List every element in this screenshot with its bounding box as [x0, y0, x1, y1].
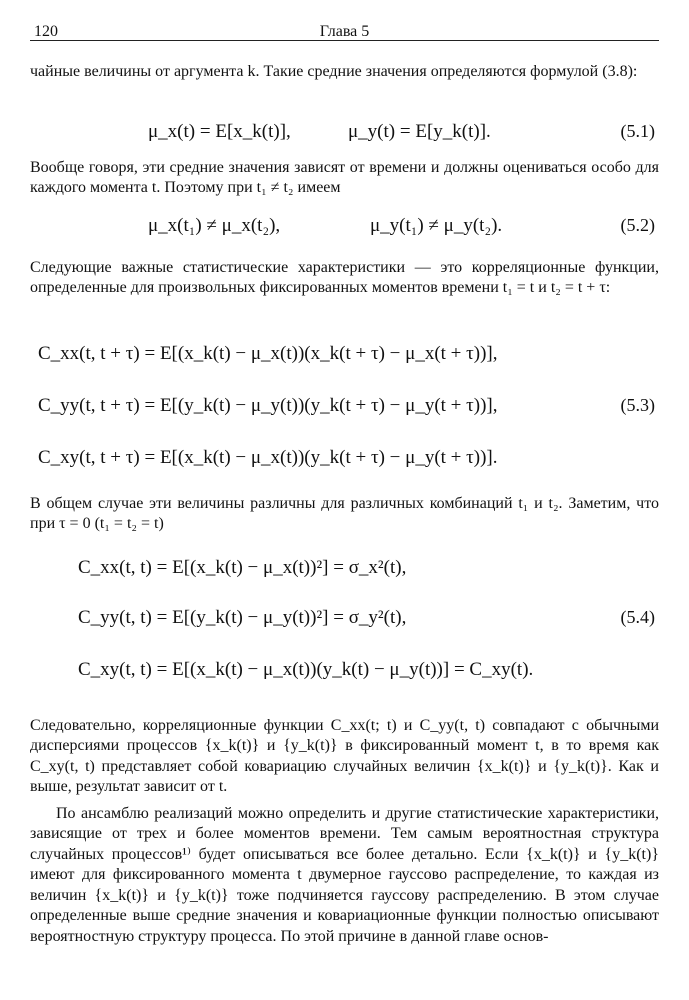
paragraph-3 — [30, 258, 659, 299]
eq-5-1-number: (5.1) — [620, 121, 655, 141]
eq-5-3-number: (5.3) — [620, 395, 655, 415]
para5-text: Следовательно, корреляционные функции C_xx(t; t) и C_yy(t, t) совпадают с обычными дисперсиями процессов {x_k(t)} и {y_k(t)} в фиксированный момент t, в то время как C_xy(t, t) представляет собой ковариацию случайных величин {x_k(t)} и {y_k(t)}. Как и выше, результат зависит от t. — [30, 717, 659, 796]
eq-5-4-line3: C_xy(t, t) = E[(x_k(t) − μ_x(t))(y_k(t) − μ_y(t))] = C_xy(t). — [78, 659, 534, 680]
paragraph-1 — [30, 62, 659, 82]
page-number: 120 — [34, 23, 58, 40]
paragraph-4 — [30, 494, 659, 535]
eq-5-3-line2: C_yy(t, t + τ) = E[(y_k(t) − μ_y(t))(y_k(t + τ) − μ_y(t + τ))], — [38, 395, 498, 416]
eq-5-1-right: μ_y(t) = E[y_k(t)]. — [348, 121, 491, 142]
para2-text: Вообще говоря, эти средние значения зависят от времени и должны оцениваться особо для каждого момента t. Поэтому при t₁ ≠ t₂ имеем — [30, 159, 659, 197]
equation-5-3 — [30, 336, 659, 486]
chapter-title: Глава 5 — [319, 23, 370, 40]
para6-text: По ансамблю реализаций можно определить и другие статистические характеристики, зависящие от трех и более моментов времени. Тем самым вероятностная структура случайных процессов¹⁾ будет описываться все более детально. Если {x_k(t)} и {y_k(t)} имеют для фиксированного момента t двумерное гауссово распределение, то каждая из величин {x_k(t)} и {y_k(t)} тоже подчиняется гауссову распределению. В этом случае определенные выше средние значения и ковариационные функции полностью описывают вероятностную структуру процесса. По этой причине в данной главе основ- — [30, 805, 659, 945]
eq-5-4-line1: C_xx(t, t) = E[(x_k(t) − μ_x(t))²] = σ_x²(t), — [78, 557, 407, 578]
eq-5-3-line3: C_xy(t, t + τ) = E[(x_k(t) − μ_x(t))(y_k(t + τ) − μ_y(t + τ))]. — [38, 447, 498, 468]
eq-5-4-number: (5.4) — [620, 607, 655, 627]
eq-5-2-right: μ_y(t₁) ≠ μ_y(t₂). — [370, 215, 503, 236]
running-header — [30, 14, 659, 41]
eq-5-4-line2: C_yy(t, t) = E[(y_k(t) − μ_y(t))²] = σ_y²(t), — [78, 607, 407, 628]
paragraph-2 — [30, 158, 659, 199]
eq-5-1-left: μ_x(t) = E[x_k(t)], — [148, 121, 291, 142]
equation-5-2 — [30, 206, 659, 246]
paragraph-6 — [30, 804, 659, 947]
paragraph-5 — [30, 716, 659, 798]
equation-5-1 — [30, 112, 659, 152]
eq-5-3-line1: C_xx(t, t + τ) = E[(x_k(t) − μ_x(t))(x_k(t + τ) − μ_x(t + τ))], — [38, 343, 498, 364]
para1-text: чайные величины от аргумента k. Такие средние значения определяются формулой (3.8): — [30, 63, 638, 80]
equation-5-4 — [30, 548, 659, 698]
eq-5-2-left: μ_x(t₁) ≠ μ_x(t₂), — [148, 215, 281, 236]
eq-5-2-number: (5.2) — [620, 215, 655, 235]
para4-text: В общем случае эти величины различны для различных комбинаций t₁ и t₂. Заметим, что при τ = 0 (t₁ = t₂ = t) — [30, 495, 659, 533]
para3-text: Следующие важные статистические характеристики — это корреляционные функции, определенные для произвольных фиксированных моментов времени t₁ = t и t₂ = t + τ: — [30, 259, 659, 297]
